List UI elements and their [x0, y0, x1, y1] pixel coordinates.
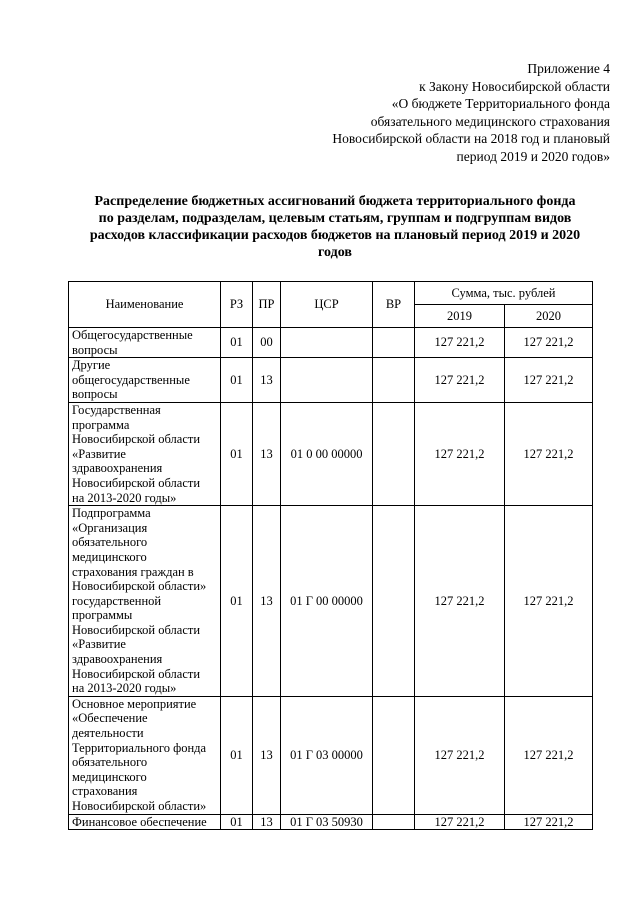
cell-vr — [373, 696, 415, 814]
cell-sum-2019: 127 221,2 — [415, 328, 505, 358]
cell-sum-2019: 127 221,2 — [415, 814, 505, 830]
cell-name: Другие общегосударственные вопросы — [69, 358, 221, 403]
cell-name: Финансовое обеспечение — [69, 814, 221, 830]
title-line: Распределение бюджетных ассигнований бюджета территориального фонда — [94, 194, 576, 209]
cell-csr: 01 Г 00 00000 — [281, 506, 373, 697]
header-year-2020: 2020 — [505, 305, 593, 328]
title-line: по разделам, подразделам, целевым статьям, группам и подгруппам видов — [98, 211, 572, 226]
cell-rz: 01 — [221, 506, 253, 697]
cell-sum-2019: 127 221,2 — [415, 402, 505, 505]
header-csr: ЦСР — [281, 282, 373, 328]
cell-pr: 13 — [253, 402, 281, 505]
cell-sum-2020: 127 221,2 — [505, 696, 593, 814]
cell-pr: 13 — [253, 696, 281, 814]
cell-csr — [281, 328, 373, 358]
cell-name: Государственная программа Новосибирской области «Развитие здравоохранения Новосибирской области на 2013-2020 годы» — [69, 402, 221, 505]
document-title — [62, 193, 608, 261]
appendix-line: к Закону Новосибирской области — [419, 78, 610, 94]
table-header — [69, 282, 593, 328]
cell-csr: 01 0 00 00000 — [281, 402, 373, 505]
appendix-line: период 2019 и 2020 годов» — [456, 148, 610, 164]
table-row — [69, 506, 593, 697]
cell-sum-2019: 127 221,2 — [415, 696, 505, 814]
cell-name: Подпрограмма «Организация обязательного медицинского страхования граждан в Новосибирской области» государственной программы Новосибирской области «Развитие здравоохранения Новосибирской области на 2013-2020 годы» — [69, 506, 221, 697]
cell-csr: 01 Г 03 50930 — [281, 814, 373, 830]
cell-sum-2020: 127 221,2 — [505, 328, 593, 358]
header-pr: ПР — [253, 282, 281, 328]
appendix-line: «О бюджете Территориального фонда — [391, 96, 610, 112]
cell-sum-2019: 127 221,2 — [415, 358, 505, 403]
table-row — [69, 328, 593, 358]
cell-sum-2020: 127 221,2 — [505, 358, 593, 403]
cell-rz: 01 — [221, 328, 253, 358]
appendix-line: обязательного медицинского страхования — [370, 113, 610, 129]
header-rz: РЗ — [221, 282, 253, 328]
cell-csr: 01 Г 03 00000 — [281, 696, 373, 814]
table-body — [69, 328, 593, 830]
cell-sum-2020: 127 221,2 — [505, 402, 593, 505]
cell-rz: 01 — [221, 814, 253, 830]
cell-sum-2020: 127 221,2 — [505, 506, 593, 697]
cell-rz: 01 — [221, 358, 253, 403]
table-row — [69, 358, 593, 403]
budget-table — [68, 281, 593, 830]
appendix-header — [190, 60, 610, 166]
cell-sum-2020: 127 221,2 — [505, 814, 593, 830]
table-row — [69, 696, 593, 814]
cell-rz: 01 — [221, 402, 253, 505]
cell-pr: 00 — [253, 328, 281, 358]
cell-vr — [373, 402, 415, 505]
table-row — [69, 814, 593, 830]
header-sum: Сумма, тыс. рублей — [415, 282, 593, 305]
appendix-line: Новосибирской области на 2018 год и плановый — [332, 131, 610, 147]
table-row — [69, 402, 593, 505]
header-name: Наименование — [69, 282, 221, 328]
cell-vr — [373, 506, 415, 697]
cell-vr — [373, 814, 415, 830]
cell-sum-2019: 127 221,2 — [415, 506, 505, 697]
cell-pr: 13 — [253, 358, 281, 403]
appendix-line: Приложение 4 — [527, 61, 610, 76]
header-vr: ВР — [373, 282, 415, 328]
cell-name: Общегосударственные вопросы — [69, 328, 221, 358]
cell-csr — [281, 358, 373, 403]
title-line: годов — [318, 245, 352, 260]
cell-pr: 13 — [253, 506, 281, 697]
cell-rz: 01 — [221, 696, 253, 814]
header-year-2019: 2019 — [415, 305, 505, 328]
cell-vr — [373, 358, 415, 403]
cell-name: Основное мероприятие «Обеспечение деятельности Территориального фонда обязательного медицинского страхования Новосибирской области» — [69, 696, 221, 814]
title-line: расходов классификации расходов бюджетов на плановый период 2019 и 2020 — [89, 228, 581, 243]
cell-vr — [373, 328, 415, 358]
cell-pr: 13 — [253, 814, 281, 830]
